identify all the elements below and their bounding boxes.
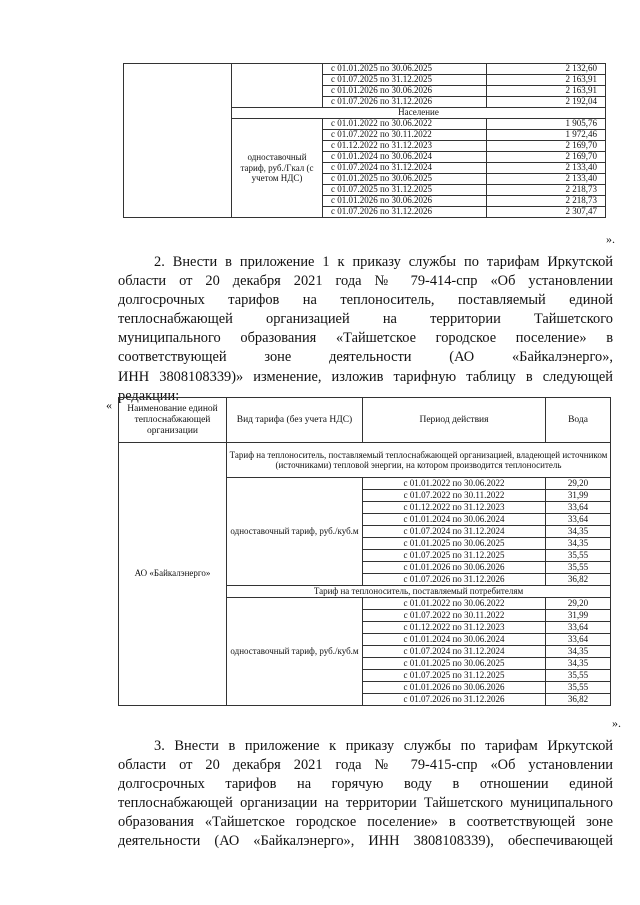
period-cell: с 01.07.2024 по 31.12.2024 [363, 526, 546, 538]
period-cell: с 01.07.2026 по 31.12.2026 [323, 207, 487, 218]
period-cell: с 01.07.2025 по 31.12.2025 [363, 670, 546, 682]
text-line: теплоснабжающей организации на территории Тайшетского муниципального [118, 795, 613, 812]
text-line: долгосрочных тарифов на теплоноситель, поставляемый единой [118, 292, 613, 309]
period-cell: с 01.01.2026 по 30.06.2026 [323, 196, 487, 207]
header-kind: Вид тарифа (без учета НДС) [227, 398, 363, 443]
text-line: муниципального образования «Тайшетское городское поселение» в [118, 330, 613, 347]
value-cell: 31,99 [546, 610, 611, 622]
org-name-cell: АО «Байкалэнерго» [119, 443, 227, 706]
org-cell-empty [124, 64, 232, 218]
period-cell: с 01.07.2022 по 30.11.2022 [363, 490, 546, 502]
section-header: Население [232, 108, 606, 119]
period-cell: с 01.01.2025 по 30.06.2025 [323, 174, 487, 185]
value-cell: 2 169,70 [487, 152, 606, 163]
table2-close-mark: ». [612, 716, 621, 730]
value-cell: 33,64 [546, 634, 611, 646]
period-cell: с 01.01.2025 по 30.06.2025 [363, 658, 546, 670]
period-cell: с 01.07.2026 по 31.12.2026 [323, 97, 487, 108]
period-cell: с 01.07.2026 по 31.12.2026 [363, 694, 546, 706]
text-line: теплоснабжающей организацией на территории Тайшетского [118, 311, 613, 328]
value-cell: 35,55 [546, 670, 611, 682]
period-cell: с 01.07.2025 по 31.12.2025 [363, 550, 546, 562]
value-cell: 2 132,60 [487, 64, 606, 75]
section-header: Тариф на теплоноситель, поставляемый теплоснабжающей организацией, владеющей источником (источниками) тепловой энергии, на котором производится теплоноситель [227, 443, 611, 478]
text-line: области от 20 декабря 2021 года № 79-415-спр «Об установлении [118, 757, 613, 774]
paragraph-2 [118, 253, 613, 406]
value-cell: 2 218,73 [487, 185, 606, 196]
value-cell: 33,64 [546, 502, 611, 514]
period-cell: с 01.07.2025 по 31.12.2025 [323, 75, 487, 86]
value-cell: 2 218,73 [487, 196, 606, 207]
value-cell: 36,82 [546, 694, 611, 706]
section-row [119, 443, 611, 478]
tariff-table-heat [123, 63, 606, 218]
period-cell: с 01.01.2026 по 30.06.2026 [323, 86, 487, 97]
period-cell: с 01.01.2024 по 30.06.2024 [323, 152, 487, 163]
text-line: деятельности (АО «Байкалэнерго», ИНН 3808108339), обеспечивающей [118, 833, 613, 850]
period-cell: с 01.07.2024 по 31.12.2024 [363, 646, 546, 658]
period-cell: с 01.12.2022 по 31.12.2023 [323, 141, 487, 152]
value-cell: 34,35 [546, 526, 611, 538]
value-cell: 35,55 [546, 562, 611, 574]
value-cell: 29,20 [546, 598, 611, 610]
table2-open-mark: « [106, 398, 112, 412]
text-line: области от 20 декабря 2021 года № 79-414-спр «Об установлении [118, 273, 613, 290]
header-row [119, 398, 611, 443]
value-cell: 35,55 [546, 682, 611, 694]
value-cell: 2 169,70 [487, 141, 606, 152]
value-cell: 1 972,46 [487, 130, 606, 141]
paragraph-3 [118, 737, 613, 852]
value-cell: 1 905,76 [487, 119, 606, 130]
value-cell: 2 133,40 [487, 174, 606, 185]
period-cell: с 01.07.2022 по 30.11.2022 [363, 610, 546, 622]
period-cell: с 01.07.2024 по 31.12.2024 [323, 163, 487, 174]
period-cell: с 01.12.2022 по 31.12.2023 [363, 502, 546, 514]
period-cell: с 01.01.2026 по 30.06.2026 [363, 562, 546, 574]
period-cell: с 01.01.2025 по 30.06.2025 [363, 538, 546, 550]
value-cell: 35,55 [546, 550, 611, 562]
table1-close-mark: ». [606, 232, 615, 246]
value-cell: 31,99 [546, 490, 611, 502]
period-cell: с 01.01.2022 по 30.06.2022 [363, 478, 546, 490]
value-cell: 34,35 [546, 646, 611, 658]
text-line: редакции: [118, 387, 180, 404]
tariff-cell-empty [232, 64, 323, 108]
header-value: Вода [546, 398, 611, 443]
period-cell: с 01.07.2026 по 31.12.2026 [363, 574, 546, 586]
value-cell: 34,35 [546, 658, 611, 670]
section-header: Тариф на теплоноситель, поставляемый потребителям [227, 586, 611, 598]
header-period: Период действия [363, 398, 546, 443]
text-line: образования «Тайшетское городское поселение» в соответствующей зоне [118, 814, 613, 831]
period-cell: с 01.01.2024 по 30.06.2024 [363, 634, 546, 646]
value-cell: 2 133,40 [487, 163, 606, 174]
value-cell: 34,35 [546, 538, 611, 550]
value-cell: 2 163,91 [487, 86, 606, 97]
value-cell: 36,82 [546, 574, 611, 586]
value-cell: 33,64 [546, 514, 611, 526]
text-line: ИНН 3808108339)» изменение, изложив тарифную таблицу в следующей [118, 368, 613, 385]
table-row [124, 64, 606, 75]
header-org: Наименование единой теплоснабжающей организации [119, 398, 227, 443]
value-cell: 2 163,91 [487, 75, 606, 86]
text-line: соответствующей зоне деятельности (АО «Байкалэнерго», [118, 349, 613, 366]
tariff-table-water [118, 397, 611, 706]
text-line: 3. Внести в приложение к приказу службы по тарифам Иркутской [154, 738, 613, 754]
value-cell: 33,64 [546, 622, 611, 634]
period-cell: с 01.01.2022 по 30.06.2022 [323, 119, 487, 130]
period-cell: с 01.01.2026 по 30.06.2026 [363, 682, 546, 694]
value-cell: 2 192,04 [487, 97, 606, 108]
tariff-type-cell: одноставочный тариф, руб./куб.м [227, 598, 363, 706]
text-line: 2. Внести в приложение 1 к приказу службы по тарифам Иркутской [154, 254, 613, 270]
period-cell: с 01.07.2025 по 31.12.2025 [323, 185, 487, 196]
period-cell: с 01.01.2025 по 30.06.2025 [323, 64, 487, 75]
period-cell: с 01.01.2024 по 30.06.2024 [363, 514, 546, 526]
period-cell: с 01.12.2022 по 31.12.2023 [363, 622, 546, 634]
period-cell: с 01.07.2022 по 30.11.2022 [323, 130, 487, 141]
text-line: долгосрочных тарифов на горячую воду в отношении единой [118, 776, 613, 793]
tariff-type-cell: одноставочный тариф, руб./Гкал (с учетом НДС) [232, 119, 323, 218]
tariff-type-cell: одноставочный тариф, руб./куб.м [227, 478, 363, 586]
period-cell: с 01.01.2022 по 30.06.2022 [363, 598, 546, 610]
value-cell: 2 307,47 [487, 207, 606, 218]
value-cell: 29,20 [546, 478, 611, 490]
